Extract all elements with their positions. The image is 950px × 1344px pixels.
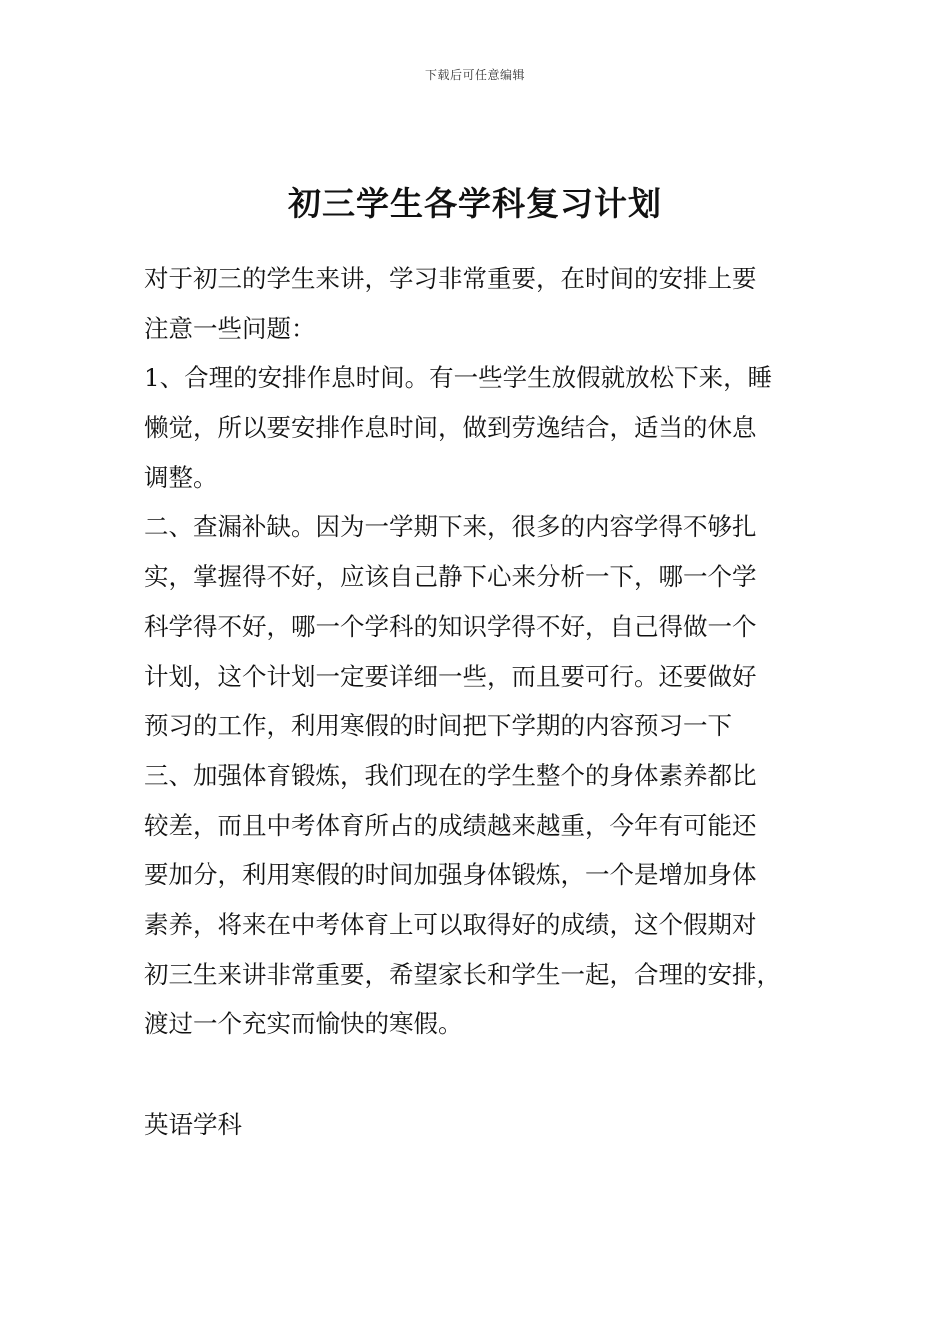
body-line: 注意一些问题： (144, 313, 316, 343)
header-note: 下载后可任意编辑 (424, 68, 525, 82)
body-line: 渡过一个充实而愉快的寒假。 (144, 1009, 463, 1039)
body-line: 要加分，利用寒假的时间加强身体锻炼，一个是增加身体 (144, 860, 757, 890)
body-line: 科学得不好，哪一个学科的知识学得不好，自己得做一个 (144, 611, 757, 641)
body-line: 三、加强体育锻炼，我们现在的学生整个的身体素养都比 (144, 760, 757, 790)
body-line: 素养，将来在中考体育上可以取得好的成绩，这个假期对 (144, 909, 757, 939)
document-title: 初三学生各学科复习计划 (288, 184, 662, 223)
body-line: 1、合理的安排作息时间。有一些学生放假就放松下来，睡 (144, 363, 773, 393)
body-line: 初三生来讲非常重要，希望家长和学生一起，合理的安排， (144, 959, 781, 989)
body-line: 预习的工作，利用寒假的时间把下学期的内容预习一下 (144, 711, 732, 741)
body-line: 计划，这个计划一定要详细一些，而且要可行。还要做好 (144, 661, 757, 691)
body-line: 调整。 (144, 462, 218, 492)
body-line: 懒觉，所以要安排作息时间，做到劳逸结合，适当的休息 (144, 413, 757, 443)
body-line: 对于初三的学生来讲，学习非常重要，在时间的安排上要 (144, 264, 757, 293)
body-line: 较差，而且中考体育所占的成绩越来越重，今年有可能还 (144, 810, 757, 840)
section-heading-english: 英语学科 (144, 1110, 242, 1139)
body-text (144, 254, 804, 1049)
body-line: 二、查漏补缺。因为一学期下来，很多的内容学得不够扎 (144, 512, 757, 542)
body-line: 实，掌握得不好，应该自己静下心来分析一下，哪一个学 (144, 562, 757, 592)
